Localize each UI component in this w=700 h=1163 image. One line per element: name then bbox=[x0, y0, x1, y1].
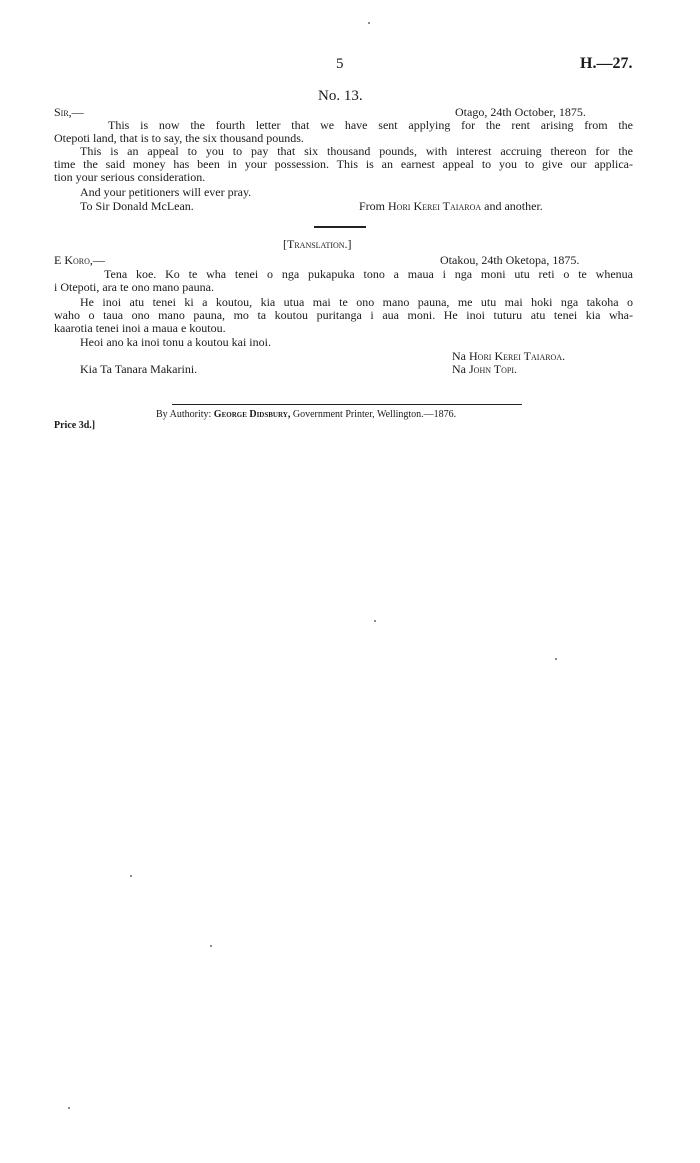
paper-code: H.—27. bbox=[580, 55, 633, 72]
body-line-en: This is now the fourth letter that we have sent applying for the rent arising from the bbox=[108, 118, 633, 132]
scan-speck bbox=[130, 875, 132, 877]
scan-speck bbox=[210, 945, 212, 947]
body-line-mi: Heoi ano ka inoi tonu a koutou kai inoi. bbox=[80, 335, 271, 349]
footer-rule bbox=[172, 404, 522, 405]
body-line-mi: i Otepoti, ara te ono mano pauna. bbox=[54, 280, 214, 294]
body-line-en: This is an appeal to you to pay that six thousand pounds, with interest accruing thereon for the bbox=[80, 144, 633, 158]
signatory-name: Hori Kerei Taiaroa bbox=[388, 199, 482, 213]
sign-prefix: Na bbox=[452, 362, 466, 376]
scan-speck bbox=[555, 658, 557, 660]
scan-speck bbox=[374, 620, 376, 622]
from-suffix: and another. bbox=[484, 199, 543, 213]
sign-prefix: Na bbox=[452, 349, 466, 363]
body-line-en: And your petitioners will ever pray. bbox=[80, 185, 252, 199]
addressee-mi: Kia Ta Tanara Makarini. bbox=[80, 362, 198, 376]
signature-en bbox=[359, 200, 543, 213]
place-date-en: Otago, 24th October, 1875. bbox=[455, 105, 586, 119]
body-line-mi: Tena koe. Ko te wha tenei o nga pukapuka tono a maua i nga moni utu reti o te whenua bbox=[104, 267, 633, 281]
body-line-en: tion your serious consideration. bbox=[54, 170, 206, 184]
scan-speck bbox=[368, 22, 370, 24]
body-line-en: time the said money has been in your possession. This is an earnest appeal to you to give our applica- bbox=[54, 157, 633, 171]
authority-prefix: By Authority: bbox=[156, 409, 212, 420]
salutation-en: Sir,— bbox=[54, 105, 84, 119]
price: Price 3d.] bbox=[54, 420, 96, 431]
salutation-mi: E Koro,— bbox=[54, 253, 105, 267]
from-prefix: From bbox=[359, 199, 386, 213]
body-line-mi: waho o taua ono mano pauna, mo ta koutou puritanga i aua moni. He inoi tuturu atu tenei kia wha- bbox=[54, 308, 633, 322]
body-line-mi: kaarotia tenei inoi a maua e koutou. bbox=[54, 321, 226, 335]
section-divider bbox=[314, 226, 366, 228]
signatory-name: John Topi. bbox=[469, 362, 518, 376]
scan-speck bbox=[68, 1107, 70, 1109]
printer-name: George Didsbury, bbox=[213, 409, 291, 420]
place-date-mi: Otakou, 24th Oketopa, 1875. bbox=[440, 253, 580, 267]
signature-mi-2 bbox=[452, 363, 517, 376]
body-line-en: Otepoti land, that is to say, the six thousand pounds. bbox=[54, 131, 304, 145]
printer-suffix: Government Printer, Wellington.—1876. bbox=[292, 409, 457, 420]
body-line-mi: He inoi atu tenei ki a koutou, kia utua mai te ono mano pauna, me utu mai hoki nga takoha o bbox=[80, 295, 633, 309]
addressee-en: To Sir Donald McLean. bbox=[80, 199, 194, 213]
translation-heading: [Translation.] bbox=[283, 237, 352, 251]
page-number: 5 bbox=[336, 56, 344, 72]
printer-imprint bbox=[156, 409, 456, 421]
letter-number: No. 13. bbox=[318, 88, 363, 104]
signatory-name: Hori Kerei Taiaroa. bbox=[469, 349, 566, 363]
